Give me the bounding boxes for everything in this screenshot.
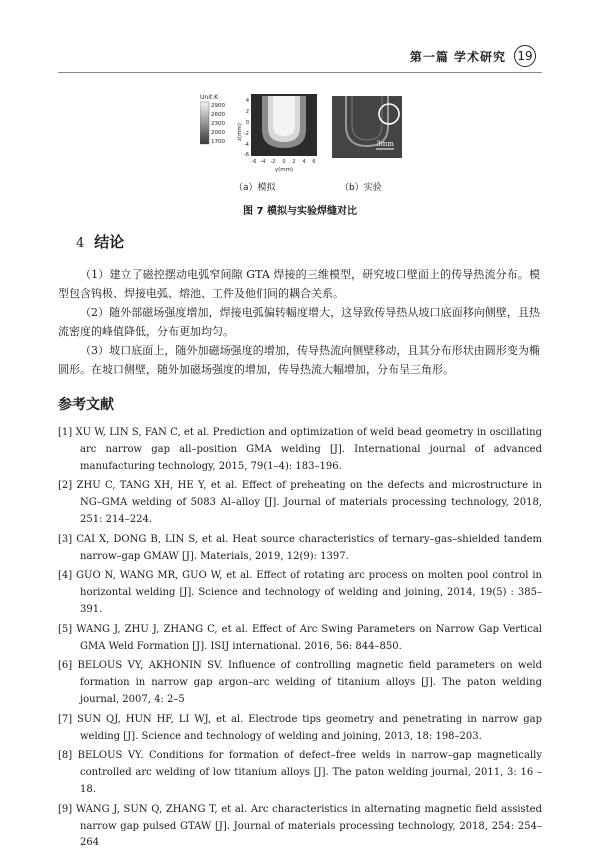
y-tick: 0 [245, 120, 249, 126]
legend-value: 2900 [211, 103, 225, 109]
conclusion-paragraph: （3）坡口底面上，随外加磁场强度的增加，传导热流向侧壁移动，且其分布形状由圆形变为椭圆形。在坡口侧壁，随外加磁场强度的增加，传导热流大幅增加，分布呈三角形。 [58, 344, 540, 376]
y-axis-label: z(mm) [237, 123, 243, 141]
y-tick: -2 [244, 131, 249, 137]
figure-7 [200, 90, 420, 220]
section-number: 4 [76, 236, 85, 251]
x-tick: -6 [251, 159, 257, 165]
references-heading: 参考文献 [58, 397, 114, 413]
legend-value: 2600 [211, 112, 225, 118]
y-tick: 4 [245, 98, 249, 104]
experiment-photo [332, 96, 402, 158]
conclusion-paragraph: （1）建立了磁控摆动电弧窄间隙 GTA 焊接的三维模型，研究坡口壁面上的传导热流分布。模型包含钨极、焊接电弧、熔池、工件及他们间的耦合关系。 [58, 268, 540, 300]
chapter-title: 第一篇 学术研究 [409, 49, 506, 64]
x-tick: 2 [292, 159, 296, 165]
reference-list [58, 425, 542, 855]
figure-caption: 图 7 模拟与实验焊缝对比 [243, 206, 357, 217]
reference-item: [7] SUN QJ, HUN HF, LI WJ, et al. Electrode tips geometry and penetrating in narrow gap welding [J]. Science and technology of welding and joining, 2013, 18: 198–203. [58, 713, 542, 742]
reference-item: [4] GUO N, WANG MR, GUO W, et al. Effect of rotating arc process on molten pool control in horizontal welding [J]. Science and technology of welding and joining, 2014, 19(5) : 385–391. [58, 570, 542, 615]
simulation-panel [200, 90, 322, 172]
x-tick: 6 [312, 159, 316, 165]
reference-item: [8] BELOUS VY. Conditions for formation of defect–free welds in narrow–gap magnetically controlled arc welding of low titanium alloys [J]. The paton welding journal, 2011, 3: 16 –18. [58, 750, 542, 795]
reference-item: [2] ZHU C, TANG XH, HE Y, et al. Effect of preheating on the defects and microstructure in NG–GMA welding of 5083 Al–alloy [J]. Journal of materials processing technology, 2018, 251: 214–224. [58, 480, 542, 525]
x-tick: -4 [260, 159, 266, 165]
legend-value: 2000 [211, 130, 225, 136]
page-number: 19 [514, 45, 536, 67]
x-tick: 4 [302, 159, 306, 165]
conclusion-paragraph: （2）随外部磁场强度增加，焊接电弧偏转幅度增大，这导致传导热从坡口底面移向侧壁，且热流密度的峰值降低，分布更加均匀。 [58, 306, 540, 338]
y-tick: -4 [244, 142, 249, 148]
subcaption-a: （a）模拟 [234, 183, 276, 193]
y-tick: 2 [245, 109, 249, 115]
reference-item: [6] BELOUS VY, AKHONIN SV. Influence of controlling magnetic field parameters on weld formation in narrow gap argon–arc welding of titanium alloys [J]. The paton welding journal, 2007, 4: 2–5 [58, 660, 542, 705]
scale-bar-label: 3mm [376, 140, 394, 148]
header-rule [58, 72, 542, 73]
legend-title: Unit:K [200, 94, 219, 101]
y-tick: -6 [244, 152, 249, 158]
legend-value: 2300 [211, 121, 225, 127]
reference-item: [5] WANG J, ZHU J, ZHANG C, et al. Effect of Arc Swing Parameters on Narrow Gap Vertical GMA Weld Formation [J]. ISIJ international. 2016, 56: 844–850. [58, 623, 542, 652]
x-axis-label: y(mm) [274, 167, 294, 172]
x-tick: -2 [270, 159, 276, 165]
reference-item: [3] CAI X, DONG B, LIN S, et al. Heat source characteristics of ternary–gas–shielded tandem narrow–gap GMAW [J]. Materials, 2019, 12(9): 1397. [58, 533, 542, 562]
legend-value: 1700 [211, 139, 225, 145]
reference-item: [1] XU W, LIN S, FAN C, et al. Prediction and optimization of weld bead geometry in oscillating arc narrow gap all–position GMA welding [J]. International journal of advanced manufacturing technology, 2015, 79(1–4): 183–196. [58, 427, 542, 472]
reference-item: [9] WANG J, SUN Q, ZHANG T, et al. Arc characteristics in alternating magnetic field assisted narrow gap pulsed GTAW [J]. Journal of materials processing technology, 2018, 254: 254–264 [58, 803, 542, 849]
x-tick: 0 [282, 159, 286, 165]
section-heading [76, 231, 124, 252]
section-title: 结论 [94, 233, 125, 251]
subcaption-b: （b）实验 [340, 183, 382, 193]
running-header [410, 45, 536, 67]
